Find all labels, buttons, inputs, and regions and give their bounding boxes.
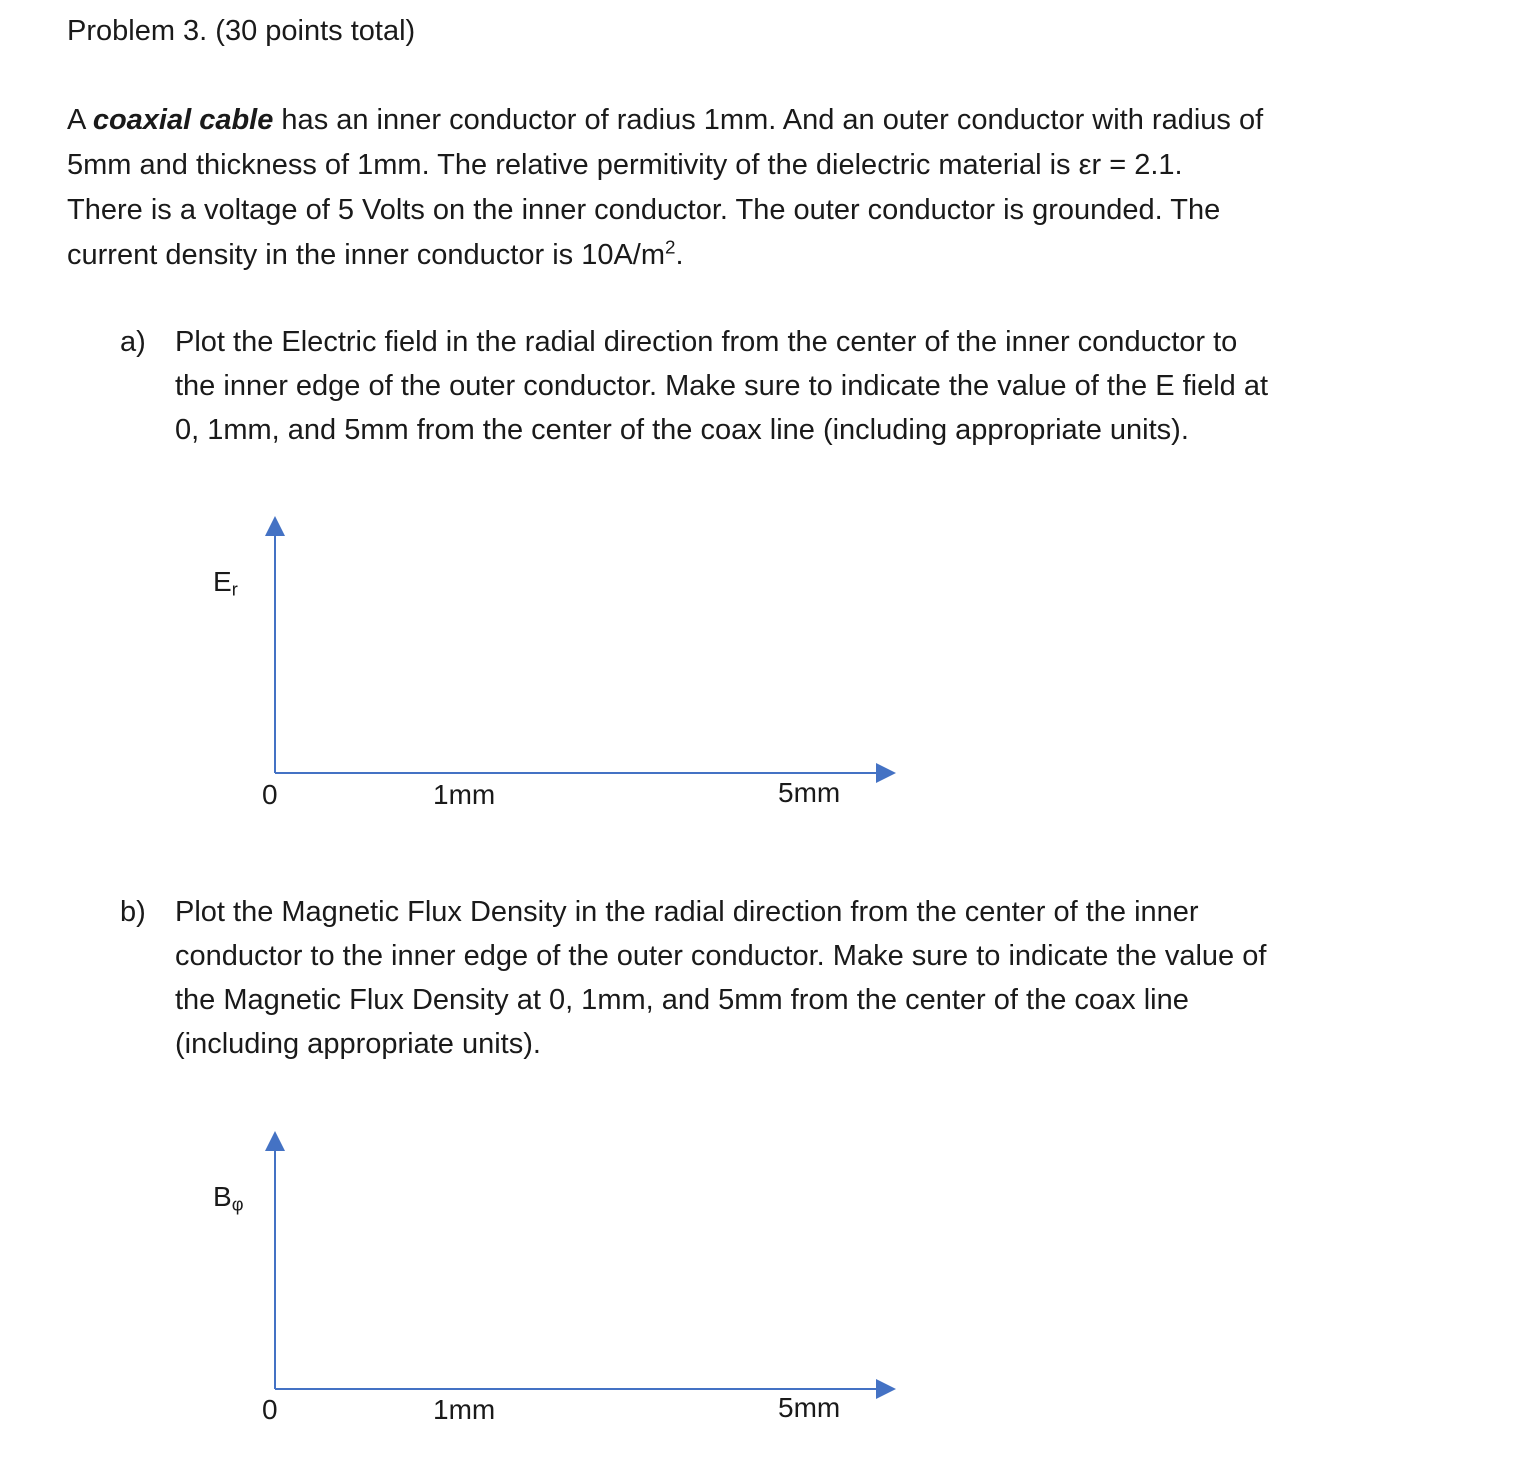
- question-a-text: [175, 320, 1268, 452]
- graph-a-tick-5mm: 5mm: [778, 777, 841, 808]
- graph-b-tick-5mm: 5mm: [778, 1392, 841, 1423]
- statement-line-2: 5mm and thickness of 1mm. The relative permitivity of the dielectric material is εr = 2.1.: [67, 149, 1183, 181]
- question-b-line: the Magnetic Flux Density at 0, 1mm, and 5mm from the center of the coax line: [175, 984, 1189, 1016]
- problem-statement: [67, 98, 1487, 278]
- emphasis-coaxial-cable: coaxial cable: [92, 104, 274, 136]
- graph-b-y-arrow: [265, 1131, 285, 1151]
- question-b-marker: b): [120, 896, 146, 928]
- statement-line-3: There is a voltage of 5 Volts on the inner conductor. The outer conductor is grounded. The: [67, 194, 1221, 226]
- question-b-text: [175, 890, 1266, 1066]
- question-b-line: conductor to the inner edge of the outer conductor. Make sure to indicate the value of: [175, 940, 1267, 972]
- question-a-line: Plot the Electric field in the radial direction from the center of the inner conductor to: [175, 326, 1238, 358]
- graph-b-tick-0: 0: [262, 1394, 278, 1425]
- question-a-line: the inner edge of the outer conductor. Make sure to indicate the value of the E field at: [175, 370, 1269, 402]
- graph-a-tick-0: 0: [262, 779, 278, 810]
- question-b-line: Plot the Magnetic Flux Density in the radial direction from the center of the inner: [175, 896, 1199, 928]
- statement-line-1: A coaxial cable has an inner conductor of radius 1mm. And an outer conductor with radius of: [67, 104, 1264, 136]
- graph-a-tick-1mm: 1mm: [433, 779, 496, 810]
- graph-a-x-arrow: [876, 763, 896, 783]
- graph-b-y-label: $B_\varphi$: [213, 1181, 244, 1215]
- graph-b-tick-1mm: 1mm: [433, 1394, 496, 1425]
- graph-a-y-arrow: [265, 516, 285, 536]
- question-a-marker: a): [120, 326, 146, 358]
- question-a-line: 0, 1mm, and 5mm from the center of the coax line (including appropriate units).: [175, 414, 1189, 446]
- graph-b-x-arrow: [876, 1379, 896, 1399]
- statement-line-4: current density in the inner conductor is $10A/m^2$.: [67, 236, 684, 271]
- problem-title: Problem 3. (30 points total): [67, 15, 416, 47]
- graph-a-y-label: $E_r$: [213, 566, 238, 600]
- question-b-line: (including appropriate units).: [175, 1028, 541, 1060]
